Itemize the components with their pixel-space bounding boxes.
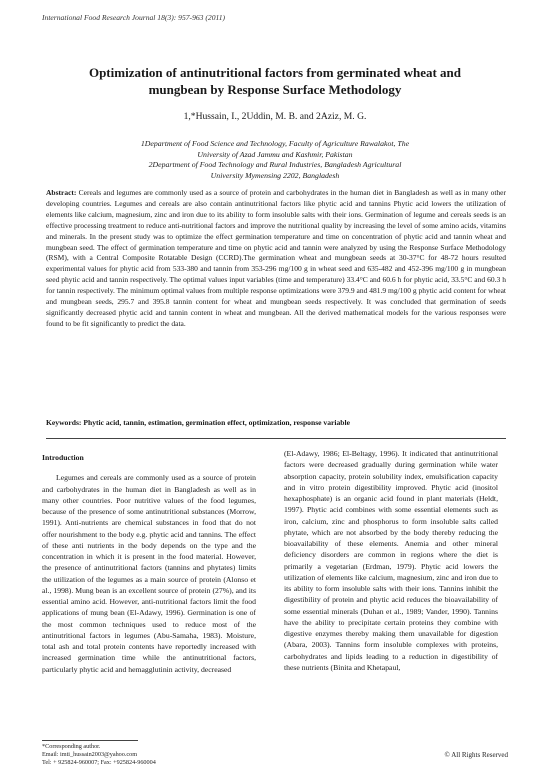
body-paragraph: Legumes and cereals are commonly used as a source of protein and carbohydrates in the human diet in Bangladesh as well as in many other countries. Poor nutritive values of the food legumes, because of the presence of some antinutritional substances (Morrow, 1991). Anti-nutrients are chemical substances in food that do not offer nourishment to the body e.g. phytic acid and tannins. The effect of these anti nutrients in the body depends on the type and the concentration in which it is present in the food material. However, the presence of antinutritional factors (tannins and phytates) limits the utilization of the legumes as a main source of protein (Alonso et al., 1998). Mung bean is an excellent source of protein (27%), and its essential amino acid. However, anti-nutritional factors limit the food applications of mung bean (El-Adawy, 1996). Germination is one of the most common techniques used to reduce most of the antinutritional factors in legumes (Abu-Samaha, 1983). Moisture, total ash and total protein contents have reportedly increased with increased germination time while the antinutritional factors, particularly phytic acid and hemagglutinin activity, decreased — [42, 473, 256, 674]
divider — [46, 438, 506, 439]
section-heading-introduction: Introduction — [42, 453, 84, 462]
paper-title — [40, 64, 510, 98]
footnote-tel: Tel: + 925824-960007; Fax: +925824-960004 — [42, 759, 156, 767]
left-column — [42, 452, 256, 675]
footnote-label: *Corresponding author. — [42, 743, 101, 750]
body-paragraph: (El-Adawy, 1986; El-Beltagy, 1996). It indicated that antinutritional factors were decreased gradually during germination while water absorption capacity, protein solubility index, emulsification capacity and in vitro protein digestibility improved. Phytic acid (inositol hexaphosphate) is an organic acid found in plant materials (Heldt, 1997). Phytic acid combines with some essential elements such as iron, calcium, zinc and phosphorus to form insoluble salts called phytate, which are not absorbed by the body thereby reducing the bioavailability of these elements. Anemia and other mineral deficiency disorders are common in regions where the diet is primarily a vegetarian (Erdman, 1979). Phytic acid lowers the utilization of elements like calcium, magnesium, zinc and iron due to its ability to form insoluble salts with their ions. Tannins inhibit the digestibility of protein and phytic acid reduces the bioavailability of some essential minerals (Duhan et al., 1989; Vander, 1990). Tannins have the ability to precipitate certain proteins they combine with digestive enzymes thereby making them unavailable for digestion (Abara, 2003). Tannins form insoluble complexes with proteins, carbohydrates and lipids leading to a reduction in digestibility of these nutrients (Binita and Khetapaul, — [284, 449, 498, 672]
affiliation-line: University of Azad Jammu and Kashmir, Pakistan — [197, 149, 353, 159]
footnote-divider — [42, 740, 138, 741]
copyright-notice: © All Rights Reserved — [444, 751, 508, 759]
abstract-text: Cereals and legumes are commonly used as a source of protein and carbohydrates in the human diet in Bangladesh as well as in many other developing countries. Legumes and cereals are also contain antinutritional factors like phytic acid and tannins Phytic acid lowers the utilization of elements like calcium, magnesium, zinc and iron due to its ability to form insoluble salts with their ions. Germination of legume and cereals seeds is an effective processing treatment to reduce anti-nutritional factors and improve the nutritional quality by increasing the level of some amino acids, vitamins and minerals. In the present study was to optimize the effect germination temperature and time on concentration of phytic acid and tannin wheat and mungbean seed. The effect of germination temperature and time on phytic acid and tannin were analyzed by using the Response Surface Methodology (RSM), with a Central Composite Rotatable Design (CCRD).The germination wheat and mungbean seeds at 30-37°C for 48-72 hours resulted experimental values for phytic acid from 533-380 and tannin from 353-296 mg/100 g in wheat seed and 635-482 and 452-396 mg/100 g in mungbean seed phytic acid and tannin respectively. The optimal values input variables (time and temperature) 33.4°C and 60.6 h for phytic acid, 33.5°C and 60.3 h for tannin respectively. The minimum optimal values from multiple response optimizations were 379.9 and 481.9 mg/100 g phytic acid content for wheat and mungbean seeds, 295.7 and 395.8 tannin content for wheat and mungbean seeds respectively. It was concluded that germination of seeds significantly decreased phytic acid and tannin content in wheat and mungbean. All the derived mathematical models for the various responses were found to be fit significantly to predict the data. — [46, 188, 507, 328]
author-list: 1,*Hussain, I., 2Uddin, M. B. and 2Aziz, M. G. — [183, 111, 367, 122]
title-line-1: Optimization of antinutritional factors from germinated wheat and — [88, 65, 462, 80]
abstract-label: Abstract: — [46, 188, 77, 197]
affiliation-line: 1Department of Food Science and Technology, Faculty of Agriculture Rawalakot, The — [140, 139, 410, 148]
journal-citation: International Food Research Journal 18(3): 957-963 (2011) — [42, 13, 226, 22]
right-column — [284, 448, 498, 673]
affiliation-line: University Mymensing 2202, Bangladesh — [210, 170, 340, 180]
keywords: Keywords: Phytic acid, tannin, estimation, germination effect, optimization, response variable — [46, 418, 351, 427]
footnote — [42, 743, 508, 768]
title-line-2: mungbean by Response Surface Methodology — [148, 82, 402, 97]
footnote-email: Email: imti_hussain2003@yahoo.com — [42, 751, 138, 759]
affiliation-line: 2Department of Food Technology and Rural Industries, Bangladesh Agricultural — [148, 160, 402, 170]
affiliations — [40, 139, 510, 181]
abstract — [46, 188, 506, 330]
